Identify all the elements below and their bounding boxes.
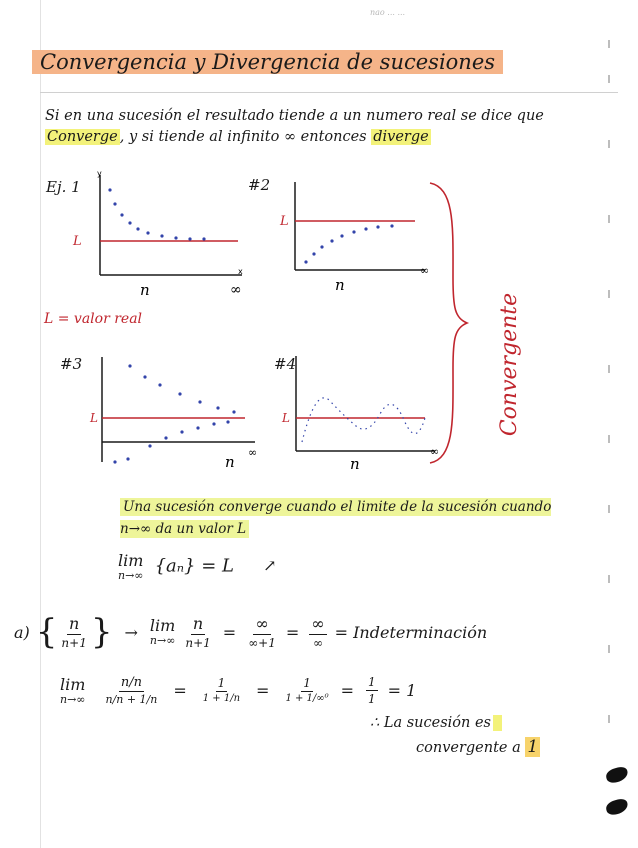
graph1-label: Ej. 1 (46, 178, 81, 196)
l4-denominator: 1 + 1/∞⁰ (285, 693, 329, 705)
axis-n-label: n (350, 455, 360, 471)
page-title: Convergencia y Divergencia de sucesiones (32, 50, 503, 74)
inf2-denominator: ∞ (312, 635, 323, 650)
page-mark (608, 505, 610, 513)
l-definition: L = valor real (44, 311, 143, 327)
page-mark (608, 290, 610, 298)
intro-text-1: Si en una sucesión el resultado tiende a un numero real se dice que (45, 108, 544, 124)
graph3-label: #3 (60, 355, 83, 373)
brace-label: Convergente (497, 292, 523, 437)
axis-inf-label: ∞ (430, 445, 440, 458)
definition-text: Una sucesión converge cuando el limite de la sucesión cuando n→∞ da un valor L (120, 499, 552, 537)
ruled-line (40, 92, 618, 93)
inf-denominator: ∞+1 (248, 635, 276, 650)
page-mark (608, 140, 610, 148)
frac-denominator: n+1 (185, 635, 211, 650)
sequence-points (108, 188, 205, 240)
page-mark (608, 215, 610, 223)
page-mark (608, 575, 610, 583)
axis-n-label: n (140, 281, 150, 299)
l4-numerator: 1 (303, 676, 311, 691)
graph-2 (270, 182, 445, 297)
example-line-1: a) { $\frac{n}{n+1}$ } → lim n→∞ $\frac{n}{n+1}$ = $\frac{\infty}{\infty+1}$ = $\frac{\infty}{\infty}$ = Indeterminación (14, 612, 488, 652)
conclusion-value: 1 (527, 737, 539, 757)
l5-denominator: 1 (368, 692, 376, 707)
conclusion-line2: convergente a (416, 740, 521, 756)
lim-sub: n→∞ (60, 692, 86, 706)
axis-inf-label: ∞ (248, 446, 258, 459)
axis-n-label: n (225, 453, 235, 471)
corner-note: nao ... ... (370, 8, 406, 17)
lim-word: lim (118, 551, 144, 570)
graph2-label: #2 (248, 176, 271, 194)
page-mark (608, 365, 610, 373)
axis-n-label: n (335, 276, 345, 294)
ink-scribble (605, 765, 630, 784)
graph-1 (70, 170, 250, 300)
page-mark (608, 645, 610, 653)
highlight-converge: Converge (47, 129, 118, 145)
page-mark (608, 75, 610, 83)
axis-x-label: x (238, 267, 243, 276)
result-text: = 1 (387, 681, 417, 701)
lim-sub: n→∞ (149, 633, 176, 647)
intro-text-2: , y si tiende al infinito ∞ entonces (119, 129, 367, 145)
seq-numerator: n (68, 613, 80, 633)
lim-word: lim (60, 675, 86, 694)
page-mark (608, 40, 610, 48)
conclusion-prefix: ∴ La sucesión es (370, 715, 491, 731)
l2-numerator: n/n (120, 675, 142, 691)
axis-l-label: L (90, 411, 98, 425)
sequence-points (304, 224, 393, 263)
l2-denominator: n/n + 1/n (105, 693, 158, 707)
intro-paragraph (45, 106, 565, 148)
page-mark (608, 435, 610, 443)
inf-numerator: ∞ (255, 613, 269, 633)
axis-y-label: y (97, 170, 102, 178)
margin-line (40, 0, 41, 848)
inf2-numerator: ∞ (311, 613, 325, 633)
limit-notation (118, 552, 276, 582)
highlight-diverge: diverge (373, 129, 429, 145)
l5-numerator: 1 (368, 675, 376, 690)
conclusion (370, 711, 540, 760)
axis-l-label: L (280, 214, 289, 229)
axis-inf-label: ∞ (230, 282, 242, 298)
l3-numerator: 1 (217, 676, 226, 691)
lim-expression: {aₙ} = L (154, 555, 234, 577)
sequence-points (113, 364, 235, 463)
axis-l-label: L (282, 411, 290, 425)
graph-4 (280, 356, 445, 471)
example-label: a) (14, 622, 30, 642)
definition-box (120, 496, 560, 540)
frac-numerator: n (192, 613, 204, 633)
axis-inf-label: ∞ (420, 264, 430, 277)
seq-denominator: n+1 (61, 635, 87, 650)
lim-word: lim (149, 616, 176, 636)
graph-3 (70, 352, 260, 472)
graph4-label: #4 (274, 355, 297, 373)
axis-l-label: L (73, 234, 82, 249)
arrow-icon: ↗ (263, 556, 277, 576)
oscillating-points (302, 398, 425, 442)
l3-denominator: 1 + 1/n (202, 693, 241, 705)
indeterminacy-text: = Indeterminación (334, 622, 488, 642)
lim-sub: n→∞ (118, 568, 144, 582)
example-line-2: lim n→∞ $\frac{n/n}{n/n + 1/n}$ = $\frac{1}{1 + 1/n}$ = $\frac{1}{\text{1 + 1/∞⁰}}$ = $\frac{1}{1}$ = 1 (60, 675, 417, 707)
ink-scribble (605, 797, 630, 816)
page-mark (608, 715, 610, 723)
